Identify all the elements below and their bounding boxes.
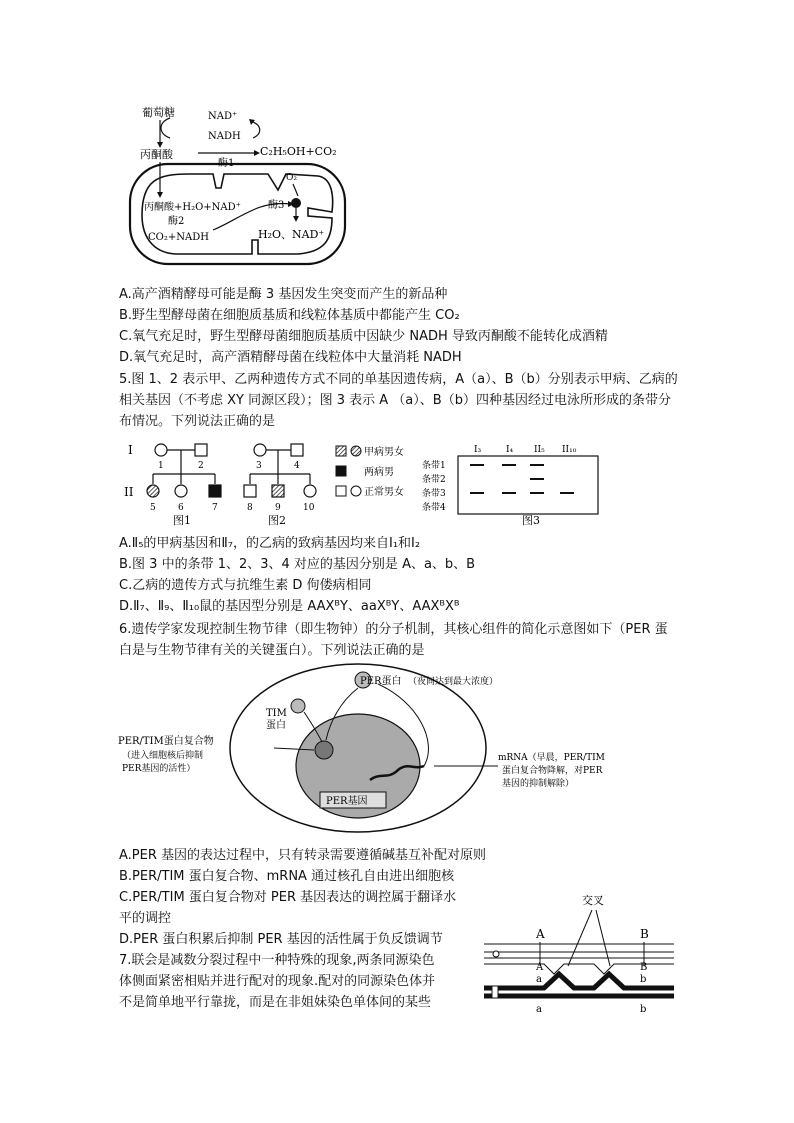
svg-text:8: 8 (247, 503, 253, 513)
individual-I4 (291, 444, 303, 456)
q4-option-d: D.氧气充足时，高产酒精酵母菌在线粒体中大量消耗 NADH (119, 350, 462, 365)
svg-text:II₁₀: II₁₀ (562, 445, 577, 455)
pyruvate-label: 丙酮酸 (140, 148, 173, 161)
svg-text:A: A (536, 962, 544, 973)
q7-line-2: 体侧面紧密相贴并进行配对的现象.配对的同源染色体并 (119, 974, 436, 989)
fig2-caption: 图2 (268, 514, 286, 527)
fig1-caption: 图1 (173, 514, 191, 527)
svg-text:B: B (640, 962, 648, 973)
q5-option-a: A.Ⅱ₅的甲病基因和Ⅱ₇，的乙病的致病基因均来自Ⅰ₁和Ⅰ₂ (119, 536, 421, 551)
per-note-label: （夜间达到最大浓度） (408, 677, 499, 687)
individual-I1 (155, 444, 167, 456)
svg-text:2: 2 (198, 461, 204, 471)
svg-text:（进入细胞核后抑制: （进入细胞核后抑制 (122, 751, 204, 761)
individual-II6 (175, 485, 187, 497)
svg-text:蛋白复合物降解，对PER: 蛋白复合物降解，对PER (502, 766, 603, 776)
circadian-figure (118, 662, 638, 840)
crossing-over-figure (484, 888, 674, 1016)
svg-text:条带2: 条带2 (422, 475, 446, 485)
individual-II9 (272, 485, 284, 497)
complex-label-1: PER/TIM蛋白复合物 (118, 736, 214, 747)
svg-text:7: 7 (212, 503, 218, 513)
q4-option-c: C.氧气充足时，野生型酵母菌细胞质基质中因缺少 NADH 导致丙酮酸不能转化成酒精 (119, 329, 608, 344)
individual-I3 (254, 444, 266, 456)
svg-text:4: 4 (294, 461, 300, 471)
svg-text:II₅: II₅ (534, 445, 545, 455)
yeast-metabolism-figure (118, 100, 358, 270)
q6-option-c1: C.PER/TIM 蛋白复合物对 PER 基因表达的调控属于翻译水 (119, 890, 457, 905)
svg-text:蛋白: 蛋白 (266, 720, 286, 731)
enzyme3-dot (291, 198, 301, 208)
cross-label: 交叉 (582, 894, 604, 907)
svg-text:10: 10 (303, 503, 315, 513)
svg-text:a: a (536, 1004, 542, 1015)
legend-yi: 两病男 (364, 467, 394, 478)
q5-option-d: D.Ⅱ₇、Ⅱ₉、Ⅱ₁₀鼠的基因型分别是 AAXᴮY、aaXᴮY、AAXᴮXᴮ (119, 599, 460, 614)
svg-text:A: A (536, 927, 545, 941)
mito-reactants-label: 丙酮酸+H₂O+NAD⁺ (144, 202, 241, 213)
gen-I-label: I (128, 443, 133, 457)
svg-text:9: 9 (275, 503, 281, 513)
svg-text:条带3: 条带3 (422, 489, 446, 499)
q6-option-c2: 平的调控 (119, 911, 172, 926)
q5-option-b: B.图 3 中的条带 1、2、3、4 对应的基因分别是 A、a、b、B (119, 557, 476, 572)
per-protein-label: PER蛋白 (360, 676, 402, 687)
nad-plus-label: NAD⁺ (208, 111, 238, 122)
individual-II7 (209, 485, 221, 497)
mrna-label-1: mRNA（早晨，PER/TIM (498, 753, 605, 763)
svg-text:3: 3 (256, 461, 262, 471)
legend-normal: 正常男女 (364, 487, 404, 498)
nadh-label: NADH (208, 131, 241, 142)
q4-option-b: B.野生型酵母菌在细胞质基质和线粒体基质中都能产生 CO₂ (119, 308, 460, 323)
q5-stem: 5.图 1、2 表示甲、乙两种遗传方式不同的单基因遗传病，A（a）、B（b）分别表示甲病、乙病的相关基因（不考虑 XY 同源区段）；图 3 表示 A （a）、B（b）四种基因经过电泳所形成的条带分布情况。下列说法正确的是 (119, 372, 678, 429)
svg-text:b: b (640, 1004, 647, 1015)
enzyme3-label: 酶3 (268, 200, 285, 211)
o2-label: O₂ (286, 173, 297, 183)
svg-text:条带1: 条带1 (422, 461, 446, 471)
glucose-label: 葡萄糖 (142, 106, 175, 119)
svg-text:6: 6 (178, 503, 184, 513)
h2o-nad-label: H₂O、NAD⁺ (258, 228, 325, 241)
q4-option-a: A.高产酒精酵母可能是酶 3 基因发生突变而产生的新品种 (119, 287, 448, 302)
mitochondrion-outer-membrane (130, 164, 345, 264)
q7-line-3: 不是简单地平行靠拢，而是在非姐妹染色单体间的某些 (119, 995, 432, 1010)
svg-text:b: b (640, 974, 647, 985)
enzyme1-label: 酶1 (218, 158, 235, 169)
gen-II-label: II (124, 485, 134, 499)
q6-option-d: D.PER 蛋白积累后抑制 PER 基因的活性属于负反馈调节 (119, 932, 443, 947)
q6-option-b: B.PER/TIM 蛋白复合物、mRNA 通过核孔自由进出细胞核 (119, 869, 455, 884)
individual-II8 (244, 485, 256, 497)
individual-I2 (195, 444, 207, 456)
legend-jia: 甲病男女 (364, 447, 404, 458)
svg-text:基因的抑制解除）: 基因的抑制解除） (502, 779, 575, 789)
per-gene-label: PER基因 (326, 796, 368, 807)
q7-line-1: 7.联会是减数分裂过程中一种特殊的现象,两条同源染色 (119, 953, 435, 968)
enzyme2-label: 酶2 (168, 216, 185, 227)
fig3-caption: 图3 (522, 514, 540, 527)
q6-option-a: A.PER 基因的表达过程中，只有转录需要遵循碱基互补配对原则 (119, 848, 487, 863)
svg-text:5: 5 (150, 503, 156, 513)
q6-stem: 6.遗传学家发现控制生物节律（即生物钟）的分子机制，其核心组件的简化示意图如下（PER 蛋白是与生物节律有关的关键蛋白）。下列说法正确的是 (119, 622, 668, 658)
svg-text:1: 1 (158, 461, 164, 471)
q5-option-c: C.乙病的遗传方式与抗维生素 D 佝偻病相同 (119, 578, 372, 593)
svg-text:条带4: 条带4 (422, 503, 446, 513)
individual-II10 (304, 485, 316, 497)
svg-text:I₃: I₃ (474, 445, 482, 455)
tim-label: TIM (266, 708, 287, 719)
svg-text:a: a (536, 974, 542, 985)
pedigree-figures (118, 438, 678, 530)
svg-text:B: B (640, 927, 649, 941)
individual-II5 (147, 485, 159, 497)
svg-text:I₄: I₄ (506, 445, 514, 455)
ethanol-co2-label: C₂H₅OH+CO₂ (260, 145, 337, 158)
svg-text:PER基因的活性）: PER基因的活性） (122, 764, 196, 774)
co2-nadh-label: CO₂+NADH (148, 232, 209, 243)
